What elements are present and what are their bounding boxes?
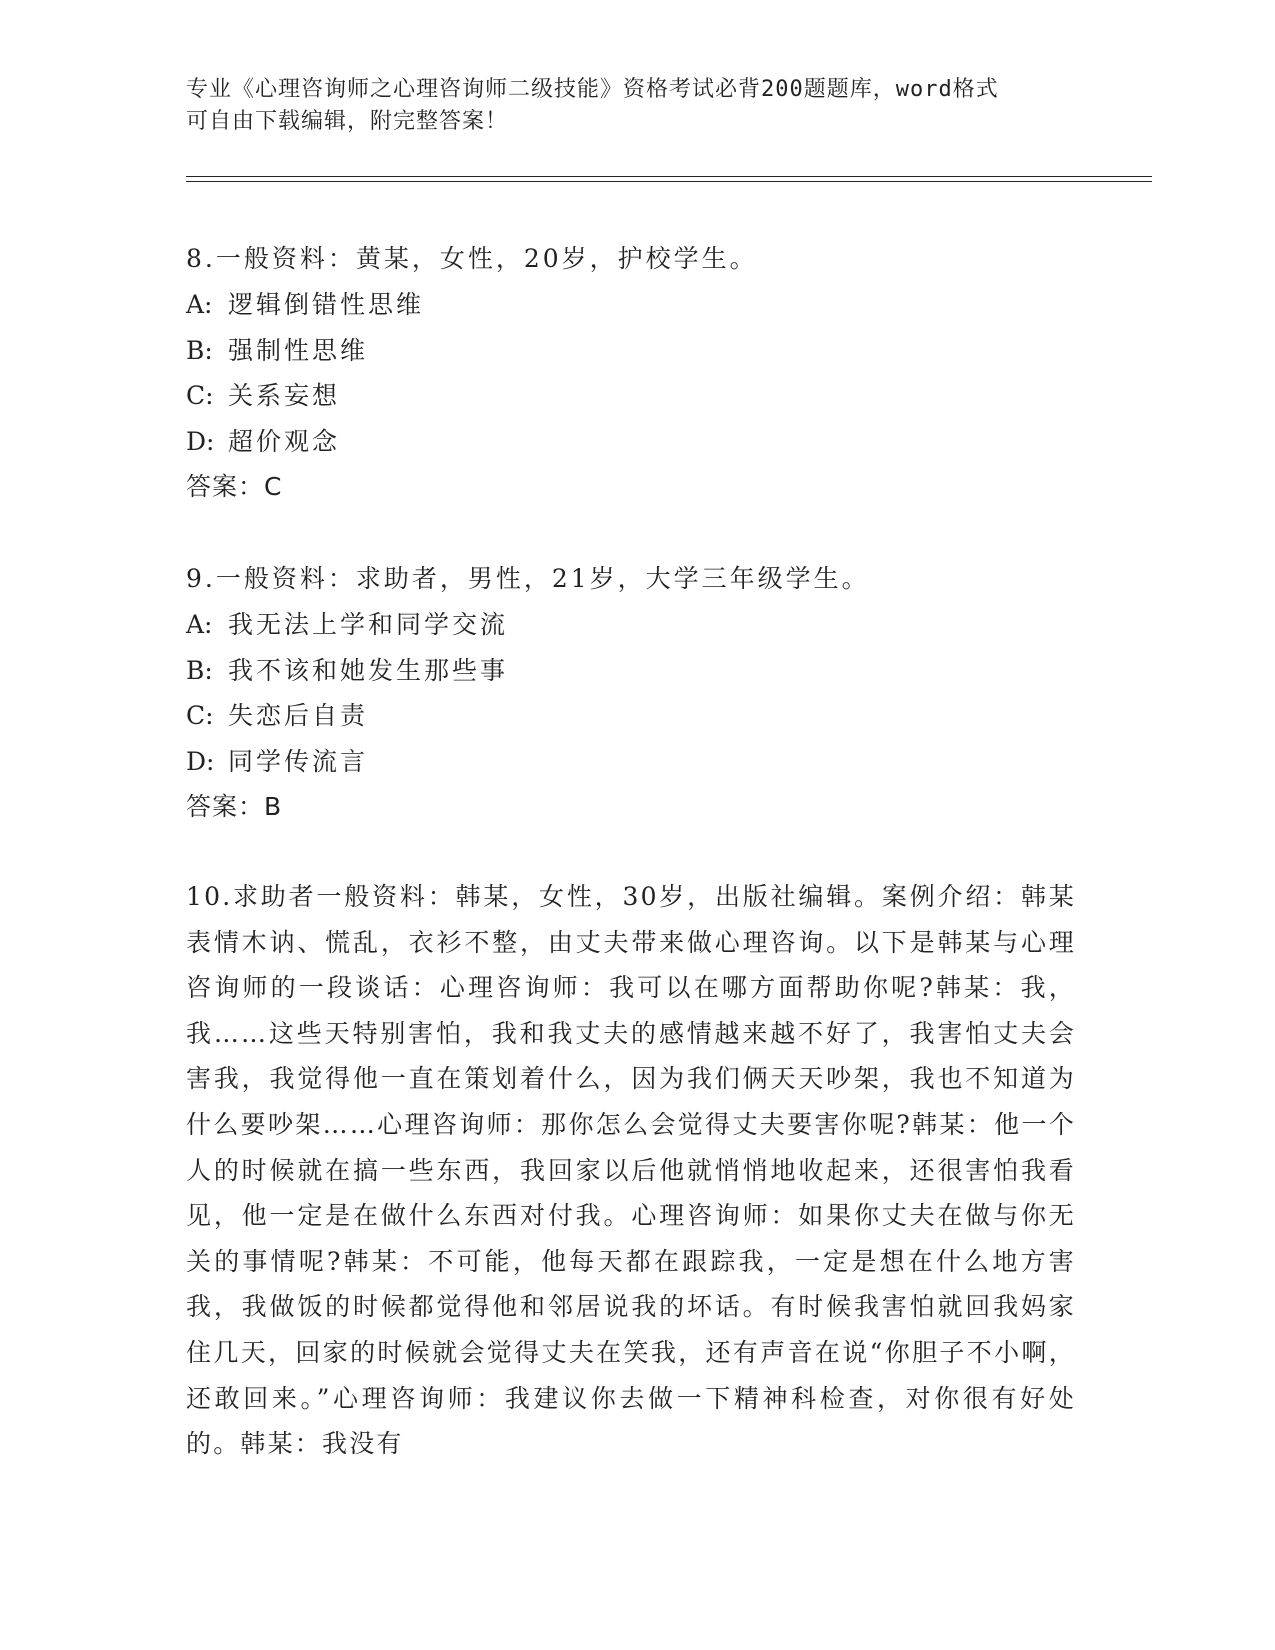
option-key: D:	[186, 746, 215, 776]
header-line-2: 可自由下载编辑，附完整答案！	[186, 109, 509, 134]
option-a	[186, 602, 1076, 648]
option-a	[186, 282, 1076, 328]
option-text: 同学传流言	[228, 746, 369, 776]
answer-line: 答案：B	[186, 792, 283, 821]
option-text: 失恋后自责	[228, 701, 369, 730]
option-b	[186, 328, 1076, 374]
option-c	[186, 693, 1076, 739]
question-9	[186, 556, 1076, 830]
option-text: 我无法上学和同学交流	[228, 610, 509, 639]
option-key: A:	[186, 610, 213, 639]
option-text: 关系妄想	[228, 381, 341, 410]
answer-line: 答案：C	[186, 472, 283, 501]
option-key: D:	[186, 426, 215, 456]
header-divider-top	[186, 176, 1152, 177]
option-d	[186, 739, 1076, 785]
question-title: 8.一般资料：黄某，女性，20岁，护校学生。	[186, 244, 758, 273]
option-key: A:	[186, 290, 213, 319]
header-divider-bottom	[186, 181, 1152, 182]
option-text: 我不该和她发生那些事	[228, 655, 509, 685]
question-title: 9.一般资料：求助者，男性，21岁，大学三年级学生。	[186, 564, 870, 593]
document-header	[186, 74, 1066, 138]
option-key: B:	[186, 655, 213, 685]
option-c	[186, 373, 1076, 419]
option-key: C:	[186, 381, 214, 410]
question-10	[186, 874, 1076, 1467]
option-text: 强制性思维	[228, 335, 369, 365]
option-text: 逻辑倒错性思维	[228, 290, 425, 319]
question-title: 10.求助者一般资料：韩某，女性，30岁，出版社编辑。案例介绍：韩某表情木讷、慌乱，衣衫不整，由丈夫带来做心理咨询。以下是韩某与心理咨询师的一段谈话：心理咨询师：我可以在哪方面帮助你呢?韩某：我，我……这些天特别害怕，我和我丈夫的感情越来越不好了，我害怕丈夫会害我，我觉得他一直在策划着什么，因为我们俩天天吵架，我也不知道为什么要吵架……心理咨询师：那你怎么会觉得丈夫要害你呢?韩某：他一个人的时候就在搞一些东西，我回家以后他就悄悄地收起来，还很害怕我看见，他一定是在做什么东西对付我。心理咨询师：如果你丈夫在做与你无关的事情呢?韩某：不可能，他每天都在跟踪我，一定是想在什么地方害我，我做饭的时候都觉得他和邻居说我的坏话。有时候我害怕就回我妈家住几天，回家的时候就会觉得丈夫在笑我，还有声音在说“你胆子不小啊，还敢回来。”心理咨询师：我建议你去做一下精神科检查，对你很有好处的。韩某：我没有	[186, 882, 1076, 1459]
question-8	[186, 236, 1076, 510]
option-b	[186, 648, 1076, 694]
option-key: C:	[186, 701, 214, 730]
header-line-1: 专业《心理咨询师之心理咨询师二级技能》资格考试必背200题题库，word格式	[186, 77, 999, 102]
option-text: 超价观念	[228, 426, 341, 456]
option-key: B:	[186, 335, 213, 365]
option-d	[186, 419, 1076, 465]
